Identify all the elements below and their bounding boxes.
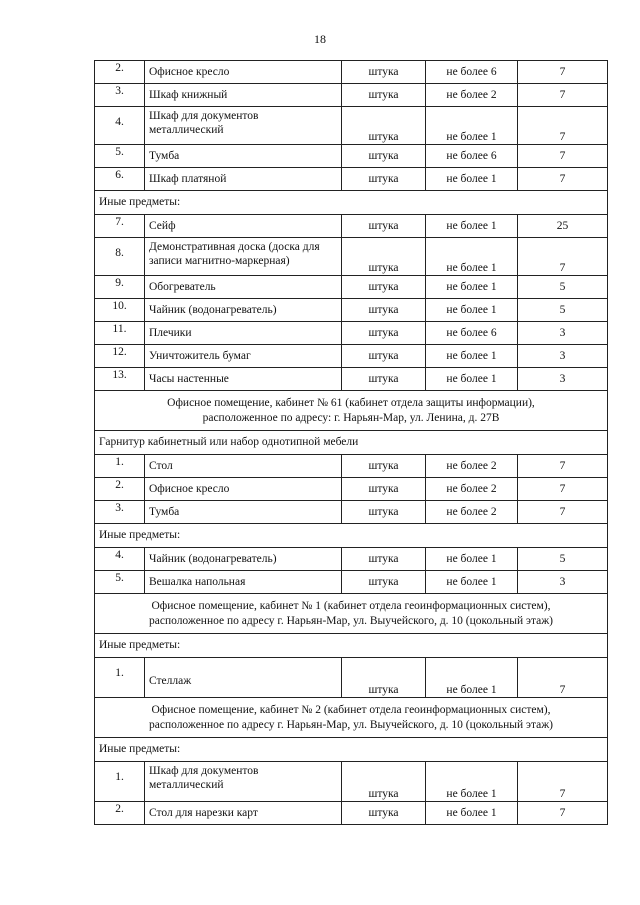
office-location xyxy=(95,698,608,738)
section-header-row xyxy=(95,634,608,658)
service-life: 7 xyxy=(518,658,608,698)
quantity-limit: не более 1 xyxy=(426,299,518,322)
row-number: 5. xyxy=(95,145,145,168)
table-row xyxy=(95,548,608,571)
table-row xyxy=(95,276,608,299)
service-life: 7 xyxy=(518,501,608,524)
unit-of-measure: штука xyxy=(342,299,426,322)
table-row xyxy=(95,322,608,345)
service-life: 7 xyxy=(518,61,608,84)
row-number: 6. xyxy=(95,168,145,191)
table-row xyxy=(95,145,608,168)
service-life: 7 xyxy=(518,145,608,168)
item-name xyxy=(145,802,342,825)
row-number: 7. xyxy=(95,215,145,238)
item-name-line: Часы настенные xyxy=(149,372,229,385)
item-name xyxy=(145,455,342,478)
service-life: 5 xyxy=(518,548,608,571)
item-name-line: Сейф xyxy=(149,219,176,232)
office-location-line: Офисное помещение, кабинет № 2 (кабинет отдела геоинформационных систем), xyxy=(151,704,551,717)
quantity-limit: не более 2 xyxy=(426,84,518,107)
unit-of-measure: штука xyxy=(342,238,426,276)
quantity-limit: не более 1 xyxy=(426,345,518,368)
office-location-line: расположенное по адресу: г. Нарьян-Мар, ул. Ленина, д. 27В xyxy=(202,411,500,424)
service-life: 7 xyxy=(518,107,608,145)
quantity-limit: не более 1 xyxy=(426,215,518,238)
table-row xyxy=(95,762,608,802)
service-life: 7 xyxy=(518,168,608,191)
item-name-line: Чайник (водонагреватель) xyxy=(149,303,277,316)
office-location xyxy=(95,594,608,634)
row-number: 1. xyxy=(95,658,145,698)
service-life: 25 xyxy=(518,215,608,238)
unit-of-measure: штука xyxy=(342,658,426,698)
quantity-limit: не более 1 xyxy=(426,762,518,802)
service-life: 3 xyxy=(518,322,608,345)
table-row xyxy=(95,658,608,698)
item-name-line: Офисное кресло xyxy=(149,482,230,495)
unit-of-measure: штука xyxy=(342,571,426,594)
item-name xyxy=(145,145,342,168)
quantity-limit: не более 1 xyxy=(426,107,518,145)
row-number: 1. xyxy=(95,455,145,478)
section-label: Иные предметы: xyxy=(95,524,608,548)
service-life: 7 xyxy=(518,802,608,825)
table-row xyxy=(95,84,608,107)
unit-of-measure: штука xyxy=(342,368,426,391)
quantity-limit: не более 1 xyxy=(426,368,518,391)
quantity-limit: не более 1 xyxy=(426,276,518,299)
unit-of-measure: штука xyxy=(342,215,426,238)
service-life: 3 xyxy=(518,368,608,391)
service-life: 7 xyxy=(518,762,608,802)
row-number: 9. xyxy=(95,276,145,299)
row-number: 13. xyxy=(95,368,145,391)
unit-of-measure: штука xyxy=(342,478,426,501)
quantity-limit: не более 1 xyxy=(426,802,518,825)
service-life: 3 xyxy=(518,571,608,594)
unit-of-measure: штука xyxy=(342,107,426,145)
location-row xyxy=(95,594,608,634)
section-label: Иные предметы: xyxy=(95,738,608,762)
section-label: Иные предметы: xyxy=(95,634,608,658)
unit-of-measure: штука xyxy=(342,61,426,84)
row-number: 4. xyxy=(95,548,145,571)
location-row xyxy=(95,698,608,738)
office-location-line: Офисное помещение, кабинет № 61 (кабинет отдела защиты информации), xyxy=(167,397,535,410)
service-life: 7 xyxy=(518,478,608,501)
quantity-limit: не более 1 xyxy=(426,238,518,276)
item-name xyxy=(145,571,342,594)
section-label: Гарнитур кабинетный или набор однотипной мебели xyxy=(95,431,608,455)
item-name xyxy=(145,168,342,191)
office-location-line: расположенное по адресу г. Нарьян-Мар, ул. Выучейского, д. 10 (цокольный этаж) xyxy=(148,614,554,627)
quantity-limit: не более 1 xyxy=(426,168,518,191)
item-name-line: металлический xyxy=(149,124,224,137)
item-name-line: металлический xyxy=(149,779,224,792)
table-row xyxy=(95,345,608,368)
table-row xyxy=(95,802,608,825)
row-number: 3. xyxy=(95,84,145,107)
item-name xyxy=(145,299,342,322)
item-name xyxy=(145,238,342,276)
service-life: 5 xyxy=(518,276,608,299)
table-row xyxy=(95,168,608,191)
unit-of-measure: штука xyxy=(342,345,426,368)
table-row xyxy=(95,368,608,391)
quantity-limit: не более 1 xyxy=(426,571,518,594)
item-name-line: Тумба xyxy=(149,149,180,162)
item-name-line: Чайник (водонагреватель) xyxy=(149,552,277,565)
item-name-line: Стол для нарезки карт xyxy=(149,806,258,819)
item-name xyxy=(145,276,342,299)
row-number: 3. xyxy=(95,501,145,524)
unit-of-measure: штука xyxy=(342,762,426,802)
item-name xyxy=(145,478,342,501)
item-name xyxy=(145,368,342,391)
table-row xyxy=(95,478,608,501)
page-number: 18 xyxy=(314,32,326,46)
quantity-limit: не более 1 xyxy=(426,658,518,698)
item-name-line: Обогреватель xyxy=(149,280,216,293)
item-name xyxy=(145,345,342,368)
row-number: 11. xyxy=(95,322,145,345)
item-name xyxy=(145,84,342,107)
quantity-limit: не более 2 xyxy=(426,478,518,501)
quantity-limit: не более 2 xyxy=(426,455,518,478)
row-number: 1. xyxy=(95,762,145,802)
row-number: 12. xyxy=(95,345,145,368)
item-name-line: Шкаф для документов xyxy=(149,765,259,777)
row-number: 2. xyxy=(95,61,145,84)
item-name-line: Офисное кресло xyxy=(149,65,230,78)
service-life: 3 xyxy=(518,345,608,368)
quantity-limit: не более 1 xyxy=(426,548,518,571)
table-body xyxy=(95,61,608,825)
item-name-line: Демонстративная доска (доска для xyxy=(149,241,320,253)
item-name-line: Тумба xyxy=(149,505,180,518)
service-life: 5 xyxy=(518,299,608,322)
item-name-line: Уничтожитель бумаг xyxy=(149,349,251,362)
unit-of-measure: штука xyxy=(342,548,426,571)
office-location-line: расположенное по адресу г. Нарьян-Мар, ул. Выучейского, д. 10 (цокольный этаж) xyxy=(148,718,554,731)
quantity-limit: не более 6 xyxy=(426,61,518,84)
unit-of-measure: штука xyxy=(342,145,426,168)
item-name-line: Шкаф платяной xyxy=(149,172,227,185)
quantity-limit: не более 2 xyxy=(426,501,518,524)
item-name-line: Плечики xyxy=(149,326,192,339)
section-label: Иные предметы: xyxy=(95,191,608,215)
unit-of-measure: штука xyxy=(342,168,426,191)
section-header-row xyxy=(95,431,608,455)
table-row xyxy=(95,215,608,238)
item-name-line: Шкаф книжный xyxy=(149,88,228,101)
table-row xyxy=(95,501,608,524)
unit-of-measure: штука xyxy=(342,455,426,478)
item-name-line: Стол xyxy=(149,459,173,472)
item-name xyxy=(145,501,342,524)
item-name-line: Шкаф для документов xyxy=(149,110,259,122)
item-name xyxy=(145,61,342,84)
row-number: 5. xyxy=(95,571,145,594)
unit-of-measure: штука xyxy=(342,322,426,345)
quantity-limit: не более 6 xyxy=(426,322,518,345)
item-name xyxy=(145,107,342,145)
item-name xyxy=(145,762,342,802)
service-life: 7 xyxy=(518,455,608,478)
row-number: 10. xyxy=(95,299,145,322)
section-header-row xyxy=(95,524,608,548)
section-header-row xyxy=(95,738,608,762)
item-name-line: Вешалка напольная xyxy=(149,575,246,588)
section-header-row xyxy=(95,191,608,215)
table-row xyxy=(95,61,608,84)
service-life: 7 xyxy=(518,238,608,276)
item-name xyxy=(145,548,342,571)
table-row xyxy=(95,107,608,145)
row-number: 2. xyxy=(95,478,145,501)
row-number: 4. xyxy=(95,107,145,145)
unit-of-measure: штука xyxy=(342,501,426,524)
item-name xyxy=(145,658,342,698)
furniture-norms-table xyxy=(94,60,608,825)
item-name xyxy=(145,215,342,238)
unit-of-measure: штука xyxy=(342,84,426,107)
unit-of-measure: штука xyxy=(342,276,426,299)
office-location xyxy=(95,391,608,431)
office-location-line: Офисное помещение, кабинет № 1 (кабинет отдела геоинформационных систем), xyxy=(151,600,551,613)
item-name-line: записи магнитно-маркерная) xyxy=(149,255,290,268)
row-number: 2. xyxy=(95,802,145,825)
unit-of-measure: штука xyxy=(342,802,426,825)
location-row xyxy=(95,391,608,431)
row-number: 8. xyxy=(95,238,145,276)
quantity-limit: не более 6 xyxy=(426,145,518,168)
item-name-line: Стеллаж xyxy=(149,675,192,688)
item-name-line xyxy=(149,660,337,674)
table-row xyxy=(95,238,608,276)
table-row xyxy=(95,455,608,478)
item-name xyxy=(145,322,342,345)
service-life: 7 xyxy=(518,84,608,107)
table-row xyxy=(95,299,608,322)
table-row xyxy=(95,571,608,594)
